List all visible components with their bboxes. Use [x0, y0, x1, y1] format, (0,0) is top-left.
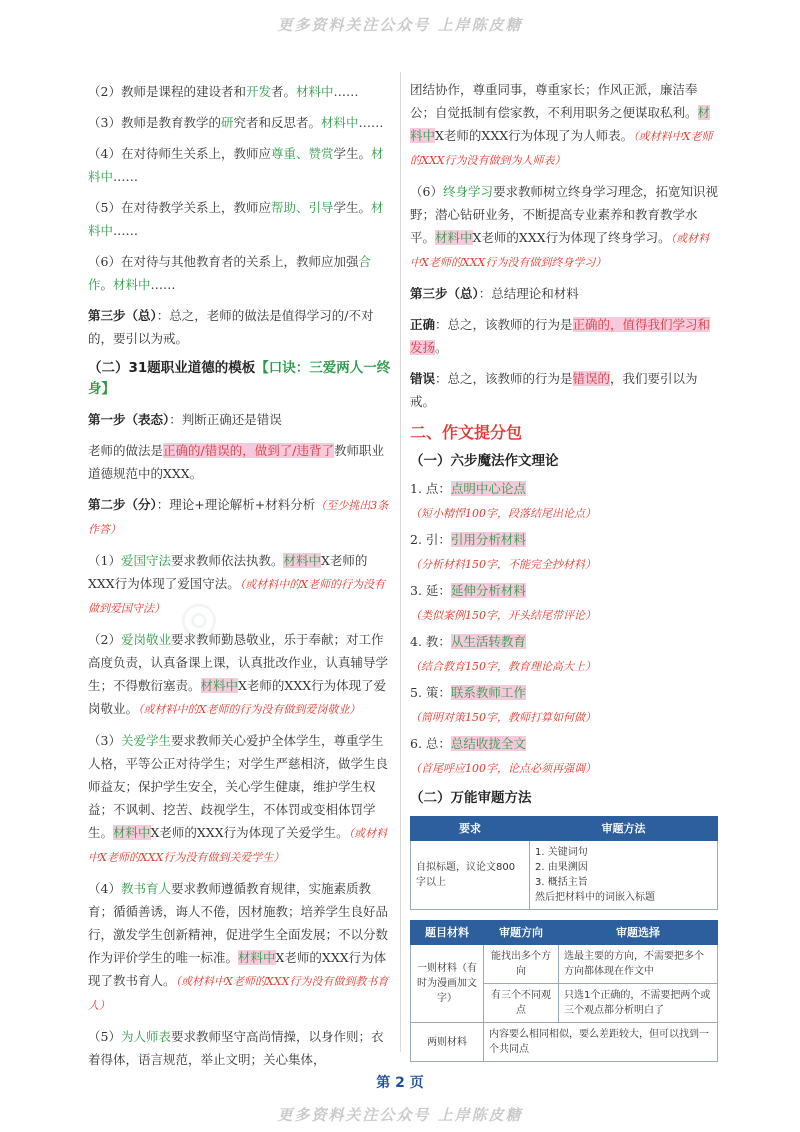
step1 — [88, 408, 392, 431]
method-line: 然后把材料中的词嵌入标题 — [535, 892, 655, 903]
material-label: 材料中 — [238, 950, 276, 965]
table-header: 审题方向 — [484, 921, 559, 945]
step-item — [410, 477, 718, 526]
keyword: 帮助、引导 — [270, 200, 334, 215]
six-steps-heading: （一）六步魔法作文理论 — [410, 453, 559, 469]
review-table-1 — [410, 816, 718, 910]
material-label: 材料中 — [283, 553, 321, 568]
note: （简明对策150字，教师打算如何做） — [410, 711, 596, 724]
text: 。 — [100, 277, 114, 292]
principle-5-continued — [410, 78, 718, 172]
material-label: 材料中 — [88, 200, 384, 238]
principle-6 — [410, 180, 718, 274]
keyword: 教书育人 — [120, 881, 171, 896]
step-label: 第一步（表态） — [88, 412, 170, 427]
essay-heading: 二、作文提分包 — [410, 423, 523, 442]
step-item — [410, 630, 718, 679]
num: 3. 延： — [410, 583, 451, 598]
material-label: 材料中 — [410, 105, 711, 143]
table-cell: 只选1个正确的，不需要把两个或三个观点都分析明白了 — [559, 984, 718, 1023]
text: 究者和反思者。 — [233, 115, 321, 130]
step3-conclude — [410, 282, 718, 305]
step-label: 第二步（分） — [88, 497, 157, 512]
text: X老师的XXX行为体现了爱岗敬业。 — [88, 678, 387, 716]
text: 者。 — [270, 84, 296, 99]
text: ：总结理论和材料 — [478, 286, 579, 301]
text: X老师的XXX行为体现了关爱学生。 — [150, 825, 349, 840]
ellipsis: …… — [113, 169, 139, 184]
material-label: 材料中 — [113, 825, 151, 840]
note: （短小精悍100字，段落结尾出论点） — [410, 507, 596, 520]
text: 团结协作，尊重同事，尊重家长；作风正派，廉洁奉公；自觉抵制有偿家教，不利用职务之便谋取私利。 — [410, 82, 698, 120]
note: （分析材料150字，不能完全抄材料） — [410, 558, 596, 571]
num: 4. 教： — [410, 634, 451, 649]
principle-4 — [88, 877, 392, 1017]
num: 6. 总： — [410, 736, 451, 751]
method-line: 2. 由果溯因 — [535, 862, 588, 873]
top-banner: 更多资料关注公众号 上岸陈皮糖 — [277, 16, 523, 34]
text: 。 — [435, 340, 448, 355]
keyword: 关爱学生 — [120, 733, 171, 748]
table-cell: 有三个不同观点 — [484, 984, 559, 1023]
section-heading — [88, 358, 392, 400]
mnemonic-tip: 【口诀：三爱两人一终身】 — [88, 360, 391, 397]
step2 — [88, 493, 392, 541]
ellipsis: …… — [150, 277, 176, 292]
keyword: 点明中心论点 — [450, 481, 526, 496]
highlight: 正确的/错误的，做到了/违背了 — [163, 443, 334, 458]
note: （或材料中的X老师的行为没有做到爱国守法） — [88, 578, 386, 615]
left-column — [88, 80, 392, 1079]
conclusion-correct — [410, 313, 718, 359]
material-label: 材料中 — [88, 146, 384, 184]
six-steps-list — [410, 477, 718, 781]
text: （6）在对待与其他教育者的关系上，教师应加强 — [88, 254, 359, 269]
review-heading: （二）万能审题方法 — [410, 790, 532, 806]
table-cell: 内容要么相同相似，要么差距较大，但可以找到一个共同点 — [484, 1023, 718, 1062]
keyword: 总结收拢全文 — [450, 736, 526, 751]
text: 要求教师勤恳敬业，乐于奉献；对工作高度负责，认真备课上课，认真批改作业，认真辅导学生；不得敷衍塞责。 — [88, 632, 389, 693]
keyword: 延伸分析材料 — [450, 583, 526, 598]
text: ：总之，老师的做法是值得学习的/不对的，要引以为戒。 — [88, 308, 374, 346]
principle-2 — [88, 628, 392, 721]
num: （1） — [88, 553, 121, 568]
item-6 — [88, 250, 392, 296]
text: 要求教师坚守高尚情操，以身作则；衣着得体，语言规范，举止文明；关心集体， — [88, 1029, 384, 1067]
step-item — [410, 528, 718, 577]
table-cell: 两则材料 — [411, 1023, 484, 1062]
label: 错误 — [410, 371, 436, 386]
keyword: 爱国守法 — [120, 553, 171, 568]
text: （2）教师是课程的建设者和 — [88, 84, 246, 99]
note: （或材料中X老师的XXX行为没有做到终身学习） — [410, 232, 710, 269]
table-cell: 选最主要的方向，不需要把多个方向都体现在作文中 — [559, 945, 718, 984]
keyword: 联系教师工作 — [450, 685, 526, 700]
step3-summary — [88, 304, 392, 350]
text: ：判断正确还是错误 — [169, 412, 282, 427]
text: （3）教师是教育教学的 — [88, 115, 221, 130]
material-label: 材料中 — [113, 277, 151, 292]
note: （或材料中X老师的XXX行为没有做到关爱学生） — [88, 827, 388, 864]
num: （4） — [88, 881, 121, 896]
text: 老师的做法是 — [88, 443, 164, 458]
section-title: （二）31题职业道德的模板 — [88, 360, 256, 376]
item-5 — [88, 196, 392, 242]
num: （3） — [88, 733, 121, 748]
text: ：总之，该教师的行为是 — [435, 371, 573, 386]
text: X老师的XXX行为体现了教书育人。 — [88, 950, 387, 988]
method-line: 1. 关键词句 — [535, 847, 588, 858]
material-label: 材料中 — [296, 84, 334, 99]
num: 2. 引： — [410, 532, 451, 547]
num: 1. 点： — [410, 481, 451, 496]
keyword: 引用分析材料 — [450, 532, 526, 547]
step1-template — [88, 439, 392, 485]
keyword: 爱岗敬业 — [120, 632, 171, 647]
keyword: 尊重、赞赏 — [270, 146, 334, 161]
page-number: 第 2 页 — [376, 1075, 424, 1091]
text: 要求教师依法执教。 — [170, 553, 284, 568]
text: 学生。 — [333, 146, 371, 161]
table-header: 要求 — [411, 817, 530, 841]
ellipsis: …… — [358, 115, 384, 130]
text: X老师的XXX行为体现了为人师表。 — [435, 128, 634, 143]
note: （或材料中X老师的XXX行为没有做到教书育人） — [88, 975, 389, 1012]
principle-3 — [88, 729, 392, 869]
keyword: 研 — [220, 115, 234, 130]
num: 5. 策： — [410, 685, 451, 700]
right-column — [410, 78, 718, 1062]
text: X老师的XXX行为体现了终身学习。 — [472, 230, 671, 245]
num: （6） — [410, 184, 443, 199]
step-item — [410, 732, 718, 781]
table-cell: 一则材料（有时为漫画加文字） — [411, 945, 484, 1023]
watermark-logo: ◎ — [166, 586, 228, 651]
text: 要求教师树立终身学习理念，拓宽知识视野；潜心钻研业务，不断提高专业素养和教育教学水平。 — [410, 184, 718, 245]
text: 要求教师遵循教育规律，实施素质教育；循循善诱，诲人不倦，因材施教；培养学生良好品行，激发学生创新精神，促进学生全面发展；不以分数作为评价学生的唯一标准。 — [88, 881, 389, 965]
keyword: 为人师表 — [120, 1029, 171, 1044]
note: （首尾呼应100字，论点必须再强调） — [410, 762, 596, 775]
material-label: 材料中 — [435, 230, 473, 245]
note: （至少挑出3条作答） — [88, 499, 389, 536]
table-cell: 自拟标题，议论文800字以上 — [411, 841, 530, 910]
keyword: 终身学习 — [442, 184, 493, 199]
note: （或材料中X老师的XXX行为没有做到为人师表） — [410, 130, 713, 167]
material-label: 材料中 — [321, 115, 359, 130]
ellipsis: …… — [113, 223, 139, 238]
num: （5） — [88, 1029, 121, 1044]
num: （2） — [88, 632, 121, 647]
column-divider — [400, 72, 401, 1052]
table-cell — [530, 841, 718, 910]
text: （5）在对待教学关系上，教师应 — [88, 200, 271, 215]
conclusion-wrong — [410, 367, 718, 413]
text: ，我们要引以为戒。 — [410, 371, 698, 409]
text: 要求教师关心爱护全体学生，尊重学生人格，平等公正对待学生；对学生严慈相济，做学生良师益友；保护学生安全，关心学生健康，维护学生权益；不讽刺、挖苦、歧视学生，不体罚或变相体罚学生。 — [88, 733, 389, 840]
item-2 — [88, 80, 392, 103]
item-4 — [88, 142, 392, 188]
step-label: 第三步（总） — [88, 308, 157, 323]
highlight: 错误的 — [572, 371, 611, 386]
bottom-banner: 更多资料关注公众号 上岸陈皮糖 — [277, 1106, 523, 1124]
step-label: 第三步（总） — [410, 286, 479, 301]
principle-1 — [88, 549, 392, 620]
text: X老师的XXX行为体现了爱国守法。 — [88, 553, 368, 591]
note: （结合教育150字，教育理论高大上） — [410, 660, 596, 673]
table-header: 审题方法 — [530, 817, 718, 841]
table-cell: 能找出多个方向 — [484, 945, 559, 984]
text: 学生。 — [333, 200, 371, 215]
principle-5 — [88, 1025, 392, 1071]
table-header: 题目材料 — [411, 921, 484, 945]
label: 正确 — [410, 317, 436, 332]
note: （或材料中的X老师的行为没有做到爱岗敬业） — [138, 703, 361, 716]
review-table-2 — [410, 920, 718, 1062]
material-label: 材料中 — [200, 678, 239, 693]
table-header: 审题选择 — [559, 921, 718, 945]
keyword: 合作 — [88, 254, 371, 292]
step-item — [410, 681, 718, 730]
keyword: 从生活转教育 — [450, 634, 526, 649]
item-3 — [88, 111, 392, 134]
step-item — [410, 579, 718, 628]
ellipsis: …… — [333, 84, 359, 99]
note: （类似案例150字，开头结尾带评论） — [410, 609, 596, 622]
highlight: 正确的，值得我们学习和发扬 — [410, 317, 711, 355]
text: ：理论+理论解析+材料分析 — [156, 497, 316, 512]
text: （4）在对待师生关系上，教师应 — [88, 146, 271, 161]
text: 教师职业道德规范中的XXX。 — [88, 443, 384, 481]
method-line: 3. 概括主旨 — [535, 877, 588, 888]
keyword: 开发 — [245, 84, 271, 99]
text: ：总之，该教师的行为是 — [435, 317, 573, 332]
